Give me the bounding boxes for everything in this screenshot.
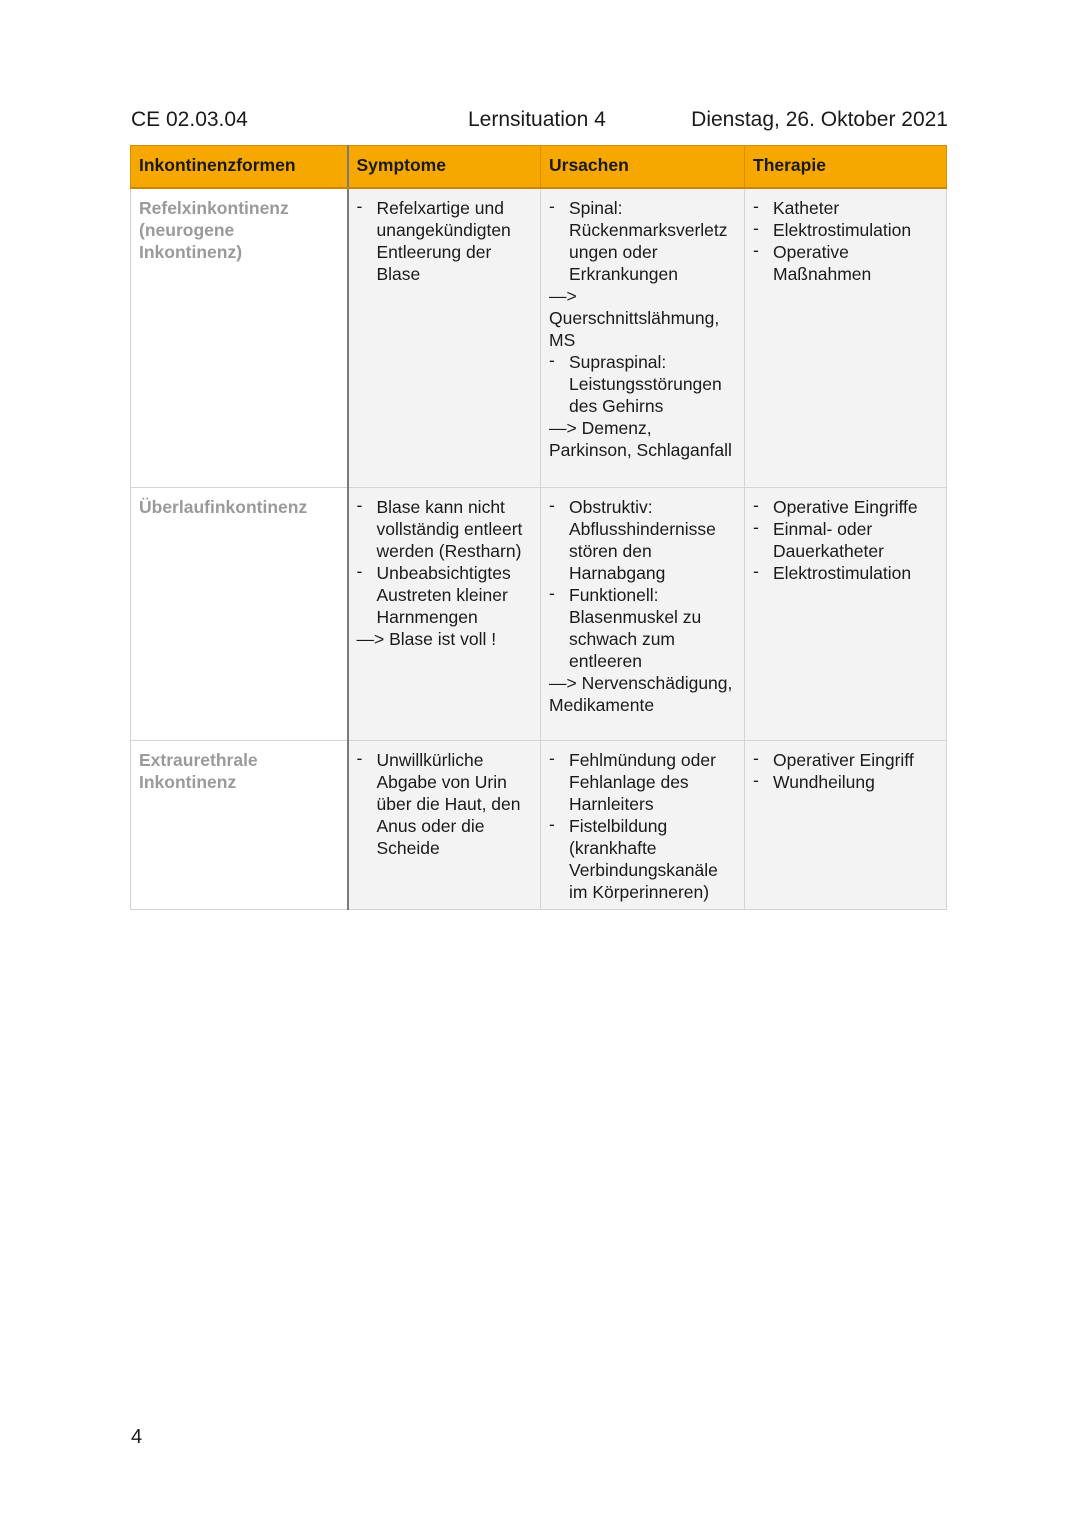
list-item: - Operative Maßnahmen (753, 241, 938, 285)
therapie-cell (745, 740, 947, 909)
header-ursachen: Ursachen (541, 146, 745, 189)
list-item: - Obstruktiv: Abflusshindernisse stören den Harnabgang (549, 496, 736, 584)
table-header-row (131, 146, 947, 189)
list-item: - Unwillkürliche Abgabe von Urin über die Haut, den Anus oder die Scheide (357, 749, 533, 859)
list-item: - Wundheilung (753, 771, 938, 793)
course-code: CE 02.03.04 (131, 108, 248, 131)
ursachen-cell (541, 487, 745, 740)
symptome-cell (348, 740, 541, 909)
list-item: —> Blase ist voll ! (356, 628, 497, 649)
list-item: - Funktionell: Blasenmuskel zu schwach zum entleeren (549, 584, 736, 672)
ursachen-cell (541, 740, 745, 909)
ursachen-cell (541, 188, 745, 487)
list-item: - Fehlmündung oder Fehlanlage des Harnleiters (549, 749, 736, 815)
page-number: 4 (131, 1426, 143, 1448)
table-row (131, 188, 947, 487)
form-line: Inkontinenz) (139, 242, 243, 262)
list-item: - Unbeabsichtigtes Austreten kleiner Harnmengen (357, 562, 533, 628)
form-cell (131, 487, 348, 740)
list-item: - Refelxartige und unangekündigten Entleerung der Blase (357, 197, 533, 285)
list-item: - Einmal- oder Dauerkatheter (753, 518, 938, 562)
therapie-cell (745, 487, 947, 740)
form-line: Inkontinenz (139, 771, 237, 792)
lesson-title: Lernsituation 4 (468, 108, 606, 131)
table-row (131, 740, 947, 909)
list-item: - Elektrostimulation (753, 562, 938, 584)
table-row (131, 487, 947, 740)
form-cell (131, 188, 348, 487)
incontinence-table (130, 145, 947, 910)
list-item: - Blase kann nicht vollständig entleert werden (Restharn) (357, 496, 533, 562)
list-item: —> Nervenschädigung, Medikamente (549, 672, 733, 715)
form-line: (neurogene (139, 220, 235, 240)
list-item: - Operative Eingriffe (753, 496, 938, 518)
list-item: - Spinal: Rückenmarksverletz ungen oder Erkrankungen (549, 197, 736, 285)
list-item: - Fistelbildung (krankhafte Verbindungskanäle im Körperinneren) (549, 815, 736, 903)
form-line: Überlaufinkontinenz (139, 496, 308, 517)
symptome-cell (348, 487, 541, 740)
list-item: - Elektrostimulation (753, 219, 938, 241)
header-therapie: Therapie (745, 146, 947, 189)
form-cell (131, 740, 348, 909)
therapie-cell (745, 188, 947, 487)
list-item: —> Demenz, Parkinson, Schlaganfall (549, 418, 732, 460)
form-line: Extraurethrale (139, 749, 258, 770)
header-inkontinenzformen: Inkontinenzformen (131, 146, 348, 189)
list-item: —> Querschnittslähmung, MS (549, 286, 720, 350)
date-label: Dienstag, 26. Oktober 2021 (691, 108, 948, 131)
list-item: - Operativer Eingriff (753, 749, 938, 771)
symptome-cell (348, 188, 541, 487)
header-symptome: Symptome (348, 146, 541, 189)
list-item: - Supraspinal: Leistungsstörungen des Gehirns (549, 351, 736, 417)
page-header (131, 108, 948, 136)
form-line: Refelxinkontinenz (139, 198, 289, 218)
list-item: - Katheter (753, 197, 938, 219)
